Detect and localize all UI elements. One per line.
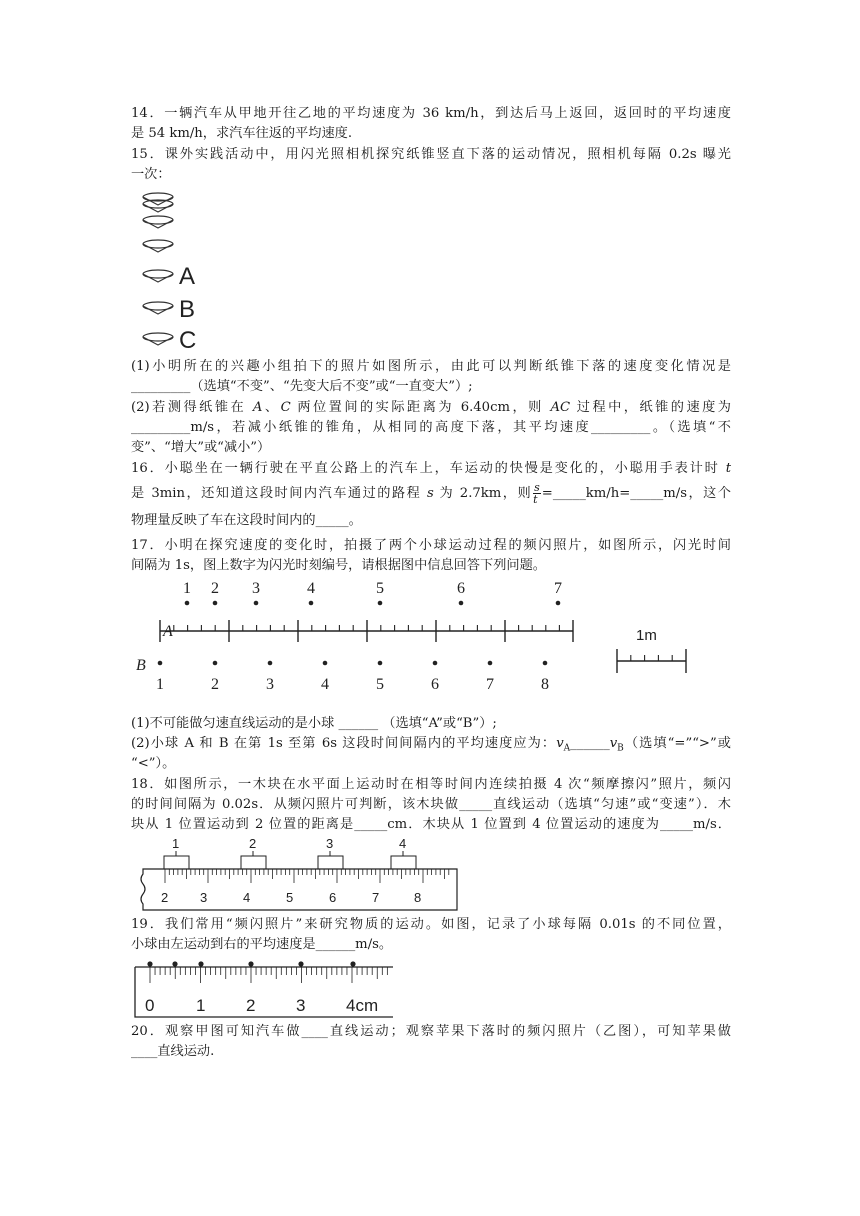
ruler-number: 7 (372, 890, 380, 905)
b-number: 7 (486, 676, 494, 693)
ruler-number: 3 (200, 890, 208, 905)
a-number: 5 (376, 580, 384, 597)
block-number: 2 (249, 836, 257, 851)
ruler-number: 8 (414, 890, 422, 905)
q15-p2-line3: 变”、“增大”或“减小”） (131, 440, 271, 455)
ball-a (185, 601, 190, 606)
ball-b (323, 661, 328, 666)
q18-line1: 18．如图所示，一木块在水平面上运动时在相等时间内连续拍摄 4 次“频摩擦闪”照片，频闪 (131, 777, 731, 792)
q20-line1: 20．观察甲图可知汽车做____直线运动；观察苹果下落时的频闪照片（乙图），可知苹果做 (131, 1024, 731, 1039)
wood-block (391, 856, 416, 869)
b-number: 1 (156, 676, 164, 693)
ruler-number: 5 (286, 890, 294, 905)
q17-p2-line2: “<”）。 (131, 756, 176, 771)
label-c: C (179, 327, 197, 352)
row-b-label: B (136, 657, 146, 674)
q15-line1: 15．课外实践活动中，用闪光照相机探究纸锥竖直下落的运动情况，照相机每隔 0.2s 曝光 (131, 147, 731, 162)
q16-line1: 16．小聪坐在一辆行驶在平直公路上的汽车上，车运动的快慢是变化的，小聪用手表计时 t (131, 461, 731, 476)
b-number: 5 (376, 676, 384, 693)
q16-line2: 是 3min，还知道这段时间内汽车通过的路程 s 为 2.7km，则 $\frac{s}{t}$ =_____km/h=_____m/s，这个 (131, 481, 731, 506)
a-number: 4 (307, 580, 315, 597)
b-number: 2 (211, 676, 219, 693)
ruler-number: 6 (329, 890, 337, 905)
ball (172, 961, 177, 966)
a-number: 1 (183, 580, 191, 597)
ball (350, 961, 355, 966)
ruler-number: 4 (243, 890, 251, 905)
q15-p2-line2: _________m/s，若减小纸锥的锥角，从相同的高度下落，其平均速度_________。（选填“不 (131, 420, 731, 435)
paper-cone (143, 240, 173, 252)
b-number: 4 (321, 676, 329, 693)
q20-line2: ____直线运动. (131, 1044, 215, 1059)
ball (248, 961, 253, 966)
ruler-number: 3 (296, 996, 306, 1015)
ball-b (213, 661, 218, 666)
ball-a (254, 601, 259, 606)
ball-a (378, 601, 383, 606)
wood-block (318, 856, 343, 869)
q18-line2: 的时间间隔为 0.02s．从频闪照片可判断，该木块做_____直线运动（选填“匀速”或“变速”）．木 (131, 797, 731, 812)
wood-block-figure (137, 836, 463, 912)
q19-line1: 19．我们常用“频闪照片”来研究物质的运动。如图，记录了小球每隔 0.01s 的不同位置， (131, 917, 731, 932)
q17-line1: 17．小明在探究速度的变化时，拍摄了两个小球运动过程的频闪照片，如图所示，闪光时间 (131, 538, 731, 553)
b-number: 6 (431, 676, 439, 693)
a-number: 3 (252, 580, 260, 597)
b-number: 3 (266, 676, 274, 693)
paper-cone-figure (138, 186, 208, 352)
ball-a (459, 601, 464, 606)
ruler (141, 869, 457, 910)
ball-b (158, 661, 163, 666)
a-number: 2 (211, 580, 219, 597)
label-a: A (179, 263, 196, 290)
ruler-number: 4cm (346, 996, 379, 1015)
paper-cone (143, 216, 173, 228)
q17-p1: (1)不可能做匀速直线运动的是小球 ______ （选填“A”或“B”）; (131, 716, 497, 731)
wood-block (241, 856, 266, 869)
wood-block (164, 856, 189, 869)
b-number: 8 (541, 676, 549, 693)
ball-a (556, 601, 561, 606)
q15-p2-line1: (2)若测得纸锥在 A、C 两位置间的实际距离为 6.40cm，则 AC 过程中，纸锥的速度为 (131, 400, 731, 415)
fraction-s-over-t: $\frac{s}{t}$ (533, 481, 540, 506)
scale-bar-1m (617, 649, 686, 673)
block-number: 3 (326, 836, 334, 851)
label-b: B (179, 296, 196, 323)
ball (147, 961, 152, 966)
ruler-number: 0 (145, 996, 155, 1015)
q14-line2: 是 54 km/h，求汽车往返的平均速度. (131, 126, 353, 141)
ball (198, 961, 203, 966)
ruler-ticks (150, 967, 387, 983)
ball-ruler-figure (131, 955, 397, 1019)
ball-a (213, 601, 218, 606)
ball (298, 961, 303, 966)
ball-b (268, 661, 273, 666)
a-number: 6 (457, 580, 465, 597)
q17-line2: 间隔为 1s，图上数字为闪光时刻编号，请根据图中信息回答下列问题。 (131, 558, 546, 573)
paper-cone (143, 200, 173, 212)
ball-a (309, 601, 314, 606)
ball-b (488, 661, 493, 666)
q19-line2: 小球由左运动到右的平均速度是______m/s。 (131, 937, 393, 952)
block-number: 4 (399, 836, 407, 851)
a-number: 7 (554, 580, 562, 597)
ball-b (543, 661, 548, 666)
q15-p1-line1: (1)小明所在的兴趣小组拍下的照片如图所示，由此可以判断纸锥下落的速度变化情况是 (131, 359, 731, 374)
block-number: 1 (172, 836, 180, 851)
q15-line2: 一次： (131, 167, 171, 182)
ruler-number: 2 (246, 996, 256, 1015)
ball-b (433, 661, 438, 666)
ruler-number: 1 (196, 996, 206, 1015)
scale-label: 1m (636, 627, 657, 644)
paper-cone (143, 193, 173, 205)
row-a-label: A (163, 623, 173, 640)
paper-cone-c (143, 333, 173, 345)
ruler-number: 2 (161, 890, 169, 905)
q15-p1-line2: _________（选填“不变”、“先变大后不变”或“一直变大”）; (131, 379, 473, 394)
paper-cone-b (143, 302, 173, 314)
q18-line3: 块从 1 位置运动到 2 位置的距离是_____cm．木块从 1 位置到 4 位置运动的速度为_____m/s． (131, 817, 731, 832)
ball-motion-figure (130, 576, 710, 698)
q17-p2-line1: (2)小球 A 和 B 在第 1s 至第 6s 这段时间间隔内的平均速度应为：$v_A\_\_\_\_\_\_v_B$（选填“=”“>”或 (131, 736, 731, 754)
ball-b (378, 661, 383, 666)
q14-line1: 14．一辆汽车从甲地开往乙地的平均速度为 36 km/h，到达后马上返回，返回时的平均速度 (131, 106, 731, 121)
paper-cone-a (143, 270, 173, 282)
q16-line3: 物理量反映了车在这段时间内的_____。 (131, 513, 362, 528)
